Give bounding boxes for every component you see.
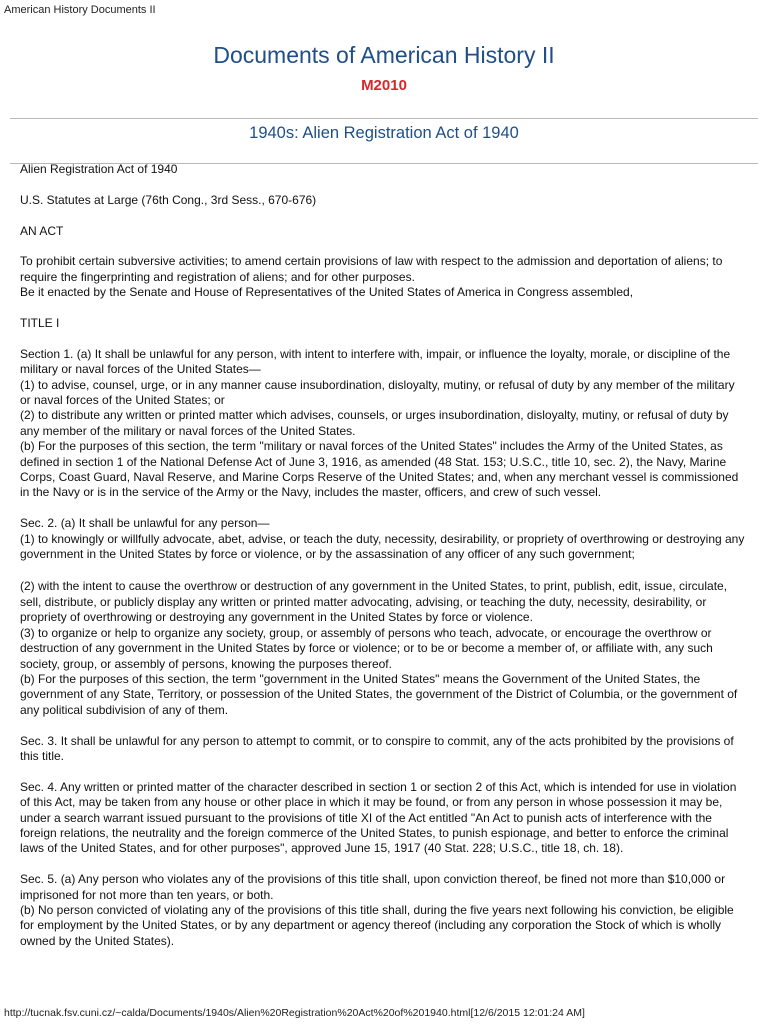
paragraph: (b) For the purposes of this section, the term "government in the United States" means the Government of the United States, the government of any State, Territory, or possession of the United States, the government of the District of Columbia, or the government of any political subdivision of any of them. bbox=[20, 671, 738, 717]
paragraph: Sec. 5. (a) Any person who violates any of the provisions of this title shall, upon conviction thereof, be fined not more than $10,000 or imprisoned for not more than ten years, or both. bbox=[20, 872, 726, 902]
paragraph: U.S. Statutes at Large (76th Cong., 3rd Sess., 670-676) bbox=[20, 192, 317, 207]
paragraph: Alien Registration Act of 1940 bbox=[20, 162, 178, 176]
paragraph: (1) to knowingly or willfully advocate, abet, advise, or teach the duty, necessity, desirability, or propriety of overthrowing or destroying any government in the United States by force or violence, or by the assassination of any officer of any such government; bbox=[20, 531, 745, 562]
divider bbox=[10, 118, 758, 119]
document-subtitle: 1940s: Alien Registration Act of 1940 bbox=[249, 124, 519, 142]
page-url-footer: http://tucnak.fsv.cuni.cz/~calda/Documents/1940s/Alien%20Registration%20Act%20of%201940.html[12/6/2015 12:01:24 AM] bbox=[4, 1007, 585, 1019]
paragraph: Sec. 3. It shall be unlawful for any person to attempt to commit, or to conspire to commit, any of the acts prohibited by the provisions of this title. bbox=[20, 733, 734, 763]
paragraph: (b) No person convicted of violating any of the provisions of this title shall, during the five years next following his conviction, be eligible for employment by the United States, or by any department or agency thereof (including any corporation the Stock of which is wholly owned by the United States). bbox=[20, 902, 734, 948]
course-code: M2010 bbox=[361, 77, 407, 94]
paragraph: Sec. 2. (a) It shall be unlawful for any person— bbox=[20, 516, 270, 531]
paragraph: AN ACT bbox=[20, 223, 64, 238]
paragraph: (1) to advise, counsel, urge, or in any manner cause insubordination, disloyalty, mutiny, or refusal of duty by any member of the military or naval forces of the United States; or bbox=[20, 377, 735, 408]
page-title: Documents of American History II bbox=[213, 42, 555, 68]
paragraph: Sec. 4. Any written or printed matter of the character described in section 1 or section 2 of this Act, which is intended for use in violation of this Act, may be taken from any house or other place in which it may be found, or from any person in whose possession it may be, under a search warrant issued pursuant to the provisions of title XI of the Act entitled "An Act to punish acts of interference with the foreign relations, the neutrality and the foreign commerce of the United States, to punish espionage, and better to enforce the criminal laws of the United States, and for other purposes", approved June 15, 1917 (40 Stat. 228; U.S.C., title 18, ch. 18). bbox=[20, 779, 737, 856]
paragraph: (2) with the intent to cause the overthrow or destruction of any government in the United States, to print, publish, edit, issue, circulate, sell, distribute, or publicly display any written or printed matter advocating, advising, or teaching the duty, necessity, desirability, or propriety of overthrowing or destroying any government in the United States by force or violence. bbox=[20, 579, 728, 625]
paragraph: Be it enacted by the Senate and House of Representatives of the United States of America in Congress assembled, bbox=[20, 285, 634, 300]
paragraph: To prohibit certain subversive activities; to amend certain provisions of law with respect to the admission and deportation of aliens; to require the fingerprinting and registration of aliens; and for other purposes. bbox=[20, 254, 723, 284]
document-body bbox=[20, 162, 746, 949]
paragraph: (b) For the purposes of this section, the term "military or naval forces of the United States" includes the Army of the United States, as defined in section 1 of the National Defense Act of June 3, 1916, as amended (48 Stat. 153; U.S.C., title 10, sec. 2), the Navy, Marine Corps, Coast Guard, Naval Reserve, and Marine Corps Reserve of the United States; and, when any merchant vessel is commissioned in the Navy or is in the service of the Army or the Navy, includes the master, officers, and crew of such vessel. bbox=[20, 439, 739, 500]
page-header: American History Documents II bbox=[4, 4, 156, 16]
paragraph: TITLE I bbox=[20, 316, 60, 330]
paragraph: (2) to distribute any written or printed matter which advises, counsels, or urges insubordination, disloyalty, mutiny, or refusal of duty by any member of the military or naval forces of the United States. bbox=[20, 408, 729, 438]
paragraph: Section 1. (a) It shall be unlawful for any person, with intent to interfere with, impair, or influence the loyalty, morale, or discipline of the military or naval forces of the United States— bbox=[20, 346, 731, 377]
paragraph: (3) to organize or help to organize any society, group, or assembly of persons who teach, advocate, or encourage the overthrow or destruction of any government in the United States by force or violence; or to be or become a member of, or affiliate with, any such society, group, or assembly of persons, knowing the purposes thereof. bbox=[20, 625, 713, 671]
